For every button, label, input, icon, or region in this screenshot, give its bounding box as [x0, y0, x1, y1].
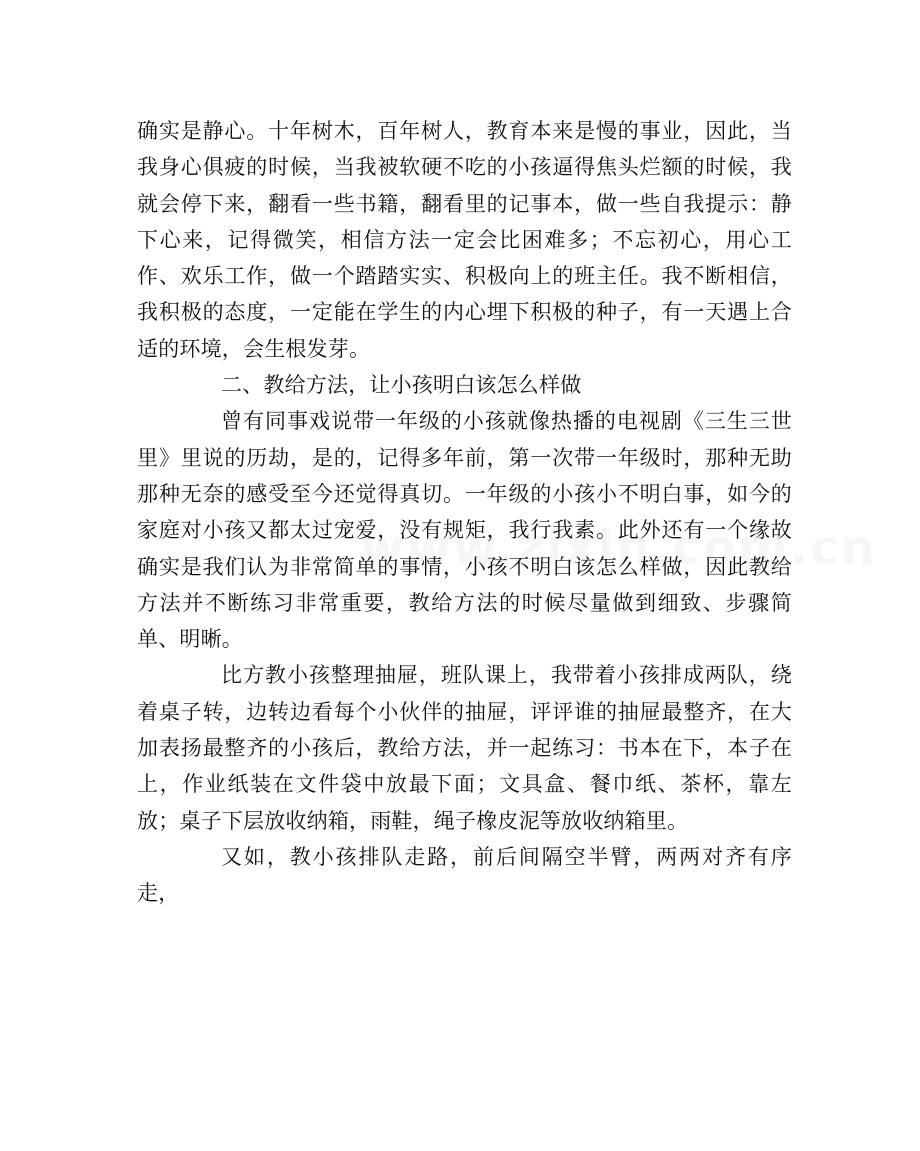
- section-heading-2: 二、教给方法，让小孩明白该怎么样做: [221, 373, 582, 398]
- paragraph-3: 比方教小孩整理抽屉，班队课上，我带着小孩排成两队，绕着桌子转，边转边看每个小伙伴的抽屉，评评谁的抽屉最整齐，在大加表扬最整齐的小孩后，教给方法，并一起练习：书本在下，本子在上，作业纸装在文件袋中放最下面；文具盒、餐巾纸、茶杯，靠左放；桌子下层放收纳箱，雨鞋，绳子橡皮泥等放收纳箱里。: [137, 663, 792, 833]
- paragraph-2: 曾有同事戏说带一年级的小孩就像热播的电视剧《三生三世里》里说的历劫，是的，记得多年前，第一次带一年级时，那种无助那种无奈的感受至今还觉得真切。一年级的小孩小不明白事，如今的家庭对小孩又都太过宠爱，没有规矩，我行我素。此外还有一个缘故确实是我们认为非常简单的事情，小孩不明白该怎么样做，因此教给方法并不断练习非常重要，教给方法的时候尽量做到细致、步骤简单、明晰。: [137, 409, 792, 652]
- document-body: [137, 113, 792, 912]
- paragraph-4: 又如，教小孩排队走路，前后间隔空半臂，两两对齐有序走，: [137, 844, 792, 906]
- paragraph-1: 确实是静心。十年树木，百年树人，教育本来是慢的事业，因此，当我身心俱疲的时候，当我被软硬不吃的小孩逼得焦头烂额的时候，我就会停下来，翻看一些书籍，翻看里的记事本，做一些自我提示：静下心来，记得微笑，相信方法一定会比困难多；不忘初心，用心工作、欢乐工作，做一个踏踏实实、积极向上的班主任。我不断相信，我积极的态度，一定能在学生的内心埋下积极的种子，有一天遇上合适的环境，会生根发芽。: [137, 119, 792, 361]
